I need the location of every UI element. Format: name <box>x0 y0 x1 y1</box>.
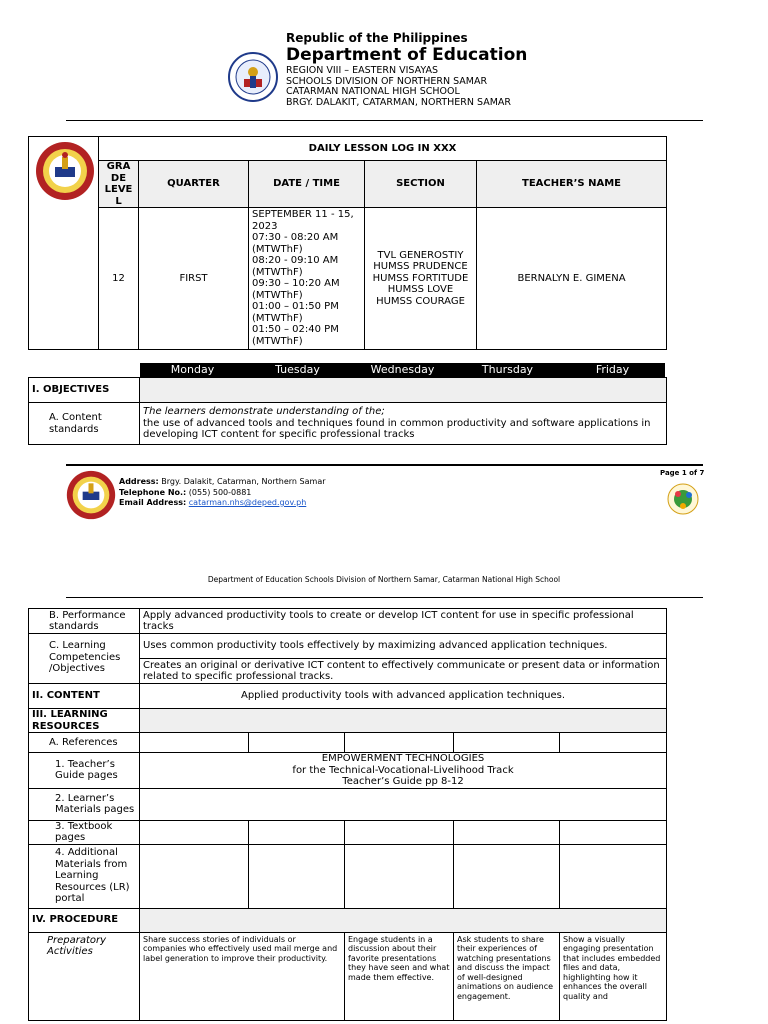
am-monday <box>140 844 249 908</box>
prep-wednesday: Engage students in a discussion about their favorite presentations they have seen and what made them effective. <box>345 932 454 1020</box>
lesson-plan-table <box>28 608 667 1021</box>
email-label: Email Address: <box>119 498 187 507</box>
teachers-guide-text: EMPOWERMENT TECHNOLOGIES for the Technical-Vocational-Livelihood Track Teacher’s Guide pp 8-12 <box>140 753 667 789</box>
learning-competency-2: Creates an original or derivative ICT content to effectively communicate or present data or information related to specific professional tracks. <box>140 659 667 684</box>
deped-seal <box>228 52 278 102</box>
day-wednesday: Wednesday <box>370 363 435 376</box>
learning-competency-1: Uses common productivity tools effectively by maximizing advanced application techniques. <box>140 634 667 659</box>
section-value: TVL GENEROSTIY HUMSS PRUDENCE HUMSS FORTITUDE HUMSS LOVE HUMSS COURAGE <box>365 208 477 350</box>
log-title: DAILY LESSON LOG IN XXX <box>99 137 667 161</box>
ref-monday <box>140 733 249 753</box>
tb-monday <box>140 820 249 844</box>
prep-friday: Show a visually engaging presentation that includes embedded files and data, highlighting how it enhances the overall quality and <box>560 932 667 1020</box>
section-header: SECTION <box>365 161 477 208</box>
content-standards-label: A. Content standards <box>29 403 140 445</box>
content-text: Applied productivity tools with advanced application techniques. <box>140 684 667 709</box>
header-region: REGION VIII – EASTERN VISAYAS <box>286 65 438 76</box>
textbook-label: 3. Textbook pages <box>29 820 140 844</box>
references-label: A. References <box>29 733 140 753</box>
content-standards-cell <box>140 403 667 445</box>
ref-friday <box>560 733 667 753</box>
am-friday <box>560 844 667 908</box>
teachers-guide-label: 1. Teacher’s Guide pages <box>29 753 140 789</box>
day-tuesday: Tuesday <box>275 363 320 376</box>
am-thursday <box>454 844 560 908</box>
day-monday: Monday <box>170 363 215 376</box>
content-standards-intro: The learners demonstrate understanding of the; <box>143 406 385 418</box>
objectives-table <box>28 377 667 445</box>
header-country: Republic of the Philippines <box>286 31 468 45</box>
matatag-badge-icon <box>666 482 700 516</box>
header-address-block <box>286 66 511 108</box>
header-divider <box>66 120 703 121</box>
address-label: Address: <box>119 477 159 486</box>
grade-header: GRA DE LEVE L <box>99 161 139 208</box>
school-logo <box>29 137 98 205</box>
objectives-label: I. OBJECTIVES <box>29 378 140 403</box>
objectives-empty <box>140 378 667 403</box>
tb-friday <box>560 820 667 844</box>
performance-standards-text: Apply advanced productivity tools to create or develop ICT content for use in specific professional tracks <box>140 609 667 634</box>
learners-materials-label: 2. Learner’s Materials pages <box>29 788 140 820</box>
content-standards-text: the use of advanced tools and techniques found in common productivity and software applications in developing ICT content for specific professional tracks <box>143 417 651 441</box>
address-value: Brgy. Dalakit, Catarman, Northern Samar <box>161 477 326 486</box>
phone-label: Telephone No.: <box>119 487 187 497</box>
tb-wednesday <box>345 820 454 844</box>
header-barangay: BRGY. DALAKIT, CATARMAN, NORTHERN SAMAR <box>286 96 512 108</box>
am-tuesday <box>249 844 345 908</box>
lesson-log-table <box>28 136 667 350</box>
page2-divider <box>66 597 703 598</box>
date-time-value: SEPTEMBER 11 - 15, 2023 07:30 - 08:20 AM (MTWThF) 08:20 - 09:10 AM (MTWThF) 09:30 – 10:20 AM (MTWThF) 01:00 – 01:50 PM (MTWThF) 01:50 – 02:40 PM (MTWThF) <box>249 208 365 350</box>
date-header: DATE / TIME <box>249 161 365 208</box>
performance-standards-label: B. Performance standards <box>29 609 140 634</box>
page-number: Page 1 of 7 <box>660 469 705 477</box>
tb-tuesday <box>249 820 345 844</box>
additional-materials-label: 4. Additional Materials from Learning Resources (LR) portal <box>29 844 140 908</box>
teacher-header: TEACHER’S NAME <box>477 161 667 208</box>
email-link[interactable]: catarman.nhs@deped.gov.ph <box>188 498 307 507</box>
prep-thursday: Ask students to share their experiences of watching presentations and discuss the impact of well-designed animations on audience engagement. <box>454 932 560 1020</box>
day-thursday: Thursday <box>481 363 534 376</box>
procedure-label: IV. PROCEDURE <box>29 908 140 932</box>
content-label: II. CONTENT <box>29 684 140 709</box>
days-bar <box>140 363 665 377</box>
procedure-empty <box>140 908 667 932</box>
phone-value: (055) 500-0881 <box>188 487 252 497</box>
header-division: SCHOOLS DIVISION OF NORTHERN SAMAR <box>286 75 488 87</box>
ref-tuesday <box>249 733 345 753</box>
learning-competencies-label: C. Learning Competencies /Objectives <box>29 634 140 684</box>
quarter-value: FIRST <box>139 208 249 350</box>
preparatory-activities-label: Preparatory Activities <box>29 932 140 1020</box>
footer-contact <box>119 477 326 509</box>
footer-divider <box>66 464 703 466</box>
footer-school-logo <box>66 470 116 520</box>
learners-materials-empty <box>140 788 667 820</box>
prep-monday-tuesday: Share success stories of individuals or companies who effectively used mail merge and label generation to improve their productivity. <box>140 932 345 1020</box>
learning-resources-label: III. LEARNING RESOURCES <box>29 709 140 733</box>
ref-wednesday <box>345 733 454 753</box>
header-school: CATARMAN NATIONAL HIGH SCHOOL <box>286 86 460 97</box>
quarter-header: QUARTER <box>139 161 249 208</box>
page2-header: Department of Education Schools Division of Northern Samar, Catarman National High School <box>207 575 561 584</box>
tb-thursday <box>454 820 560 844</box>
am-wednesday <box>345 844 454 908</box>
learning-resources-empty <box>140 709 667 733</box>
day-friday: Friday <box>595 363 630 376</box>
teacher-value: BERNALYN E. GIMENA <box>477 208 667 350</box>
header-department: Department of Education <box>286 45 528 65</box>
school-logo-cell <box>29 137 99 350</box>
ref-thursday <box>454 733 560 753</box>
grade-value: 12 <box>99 208 139 350</box>
